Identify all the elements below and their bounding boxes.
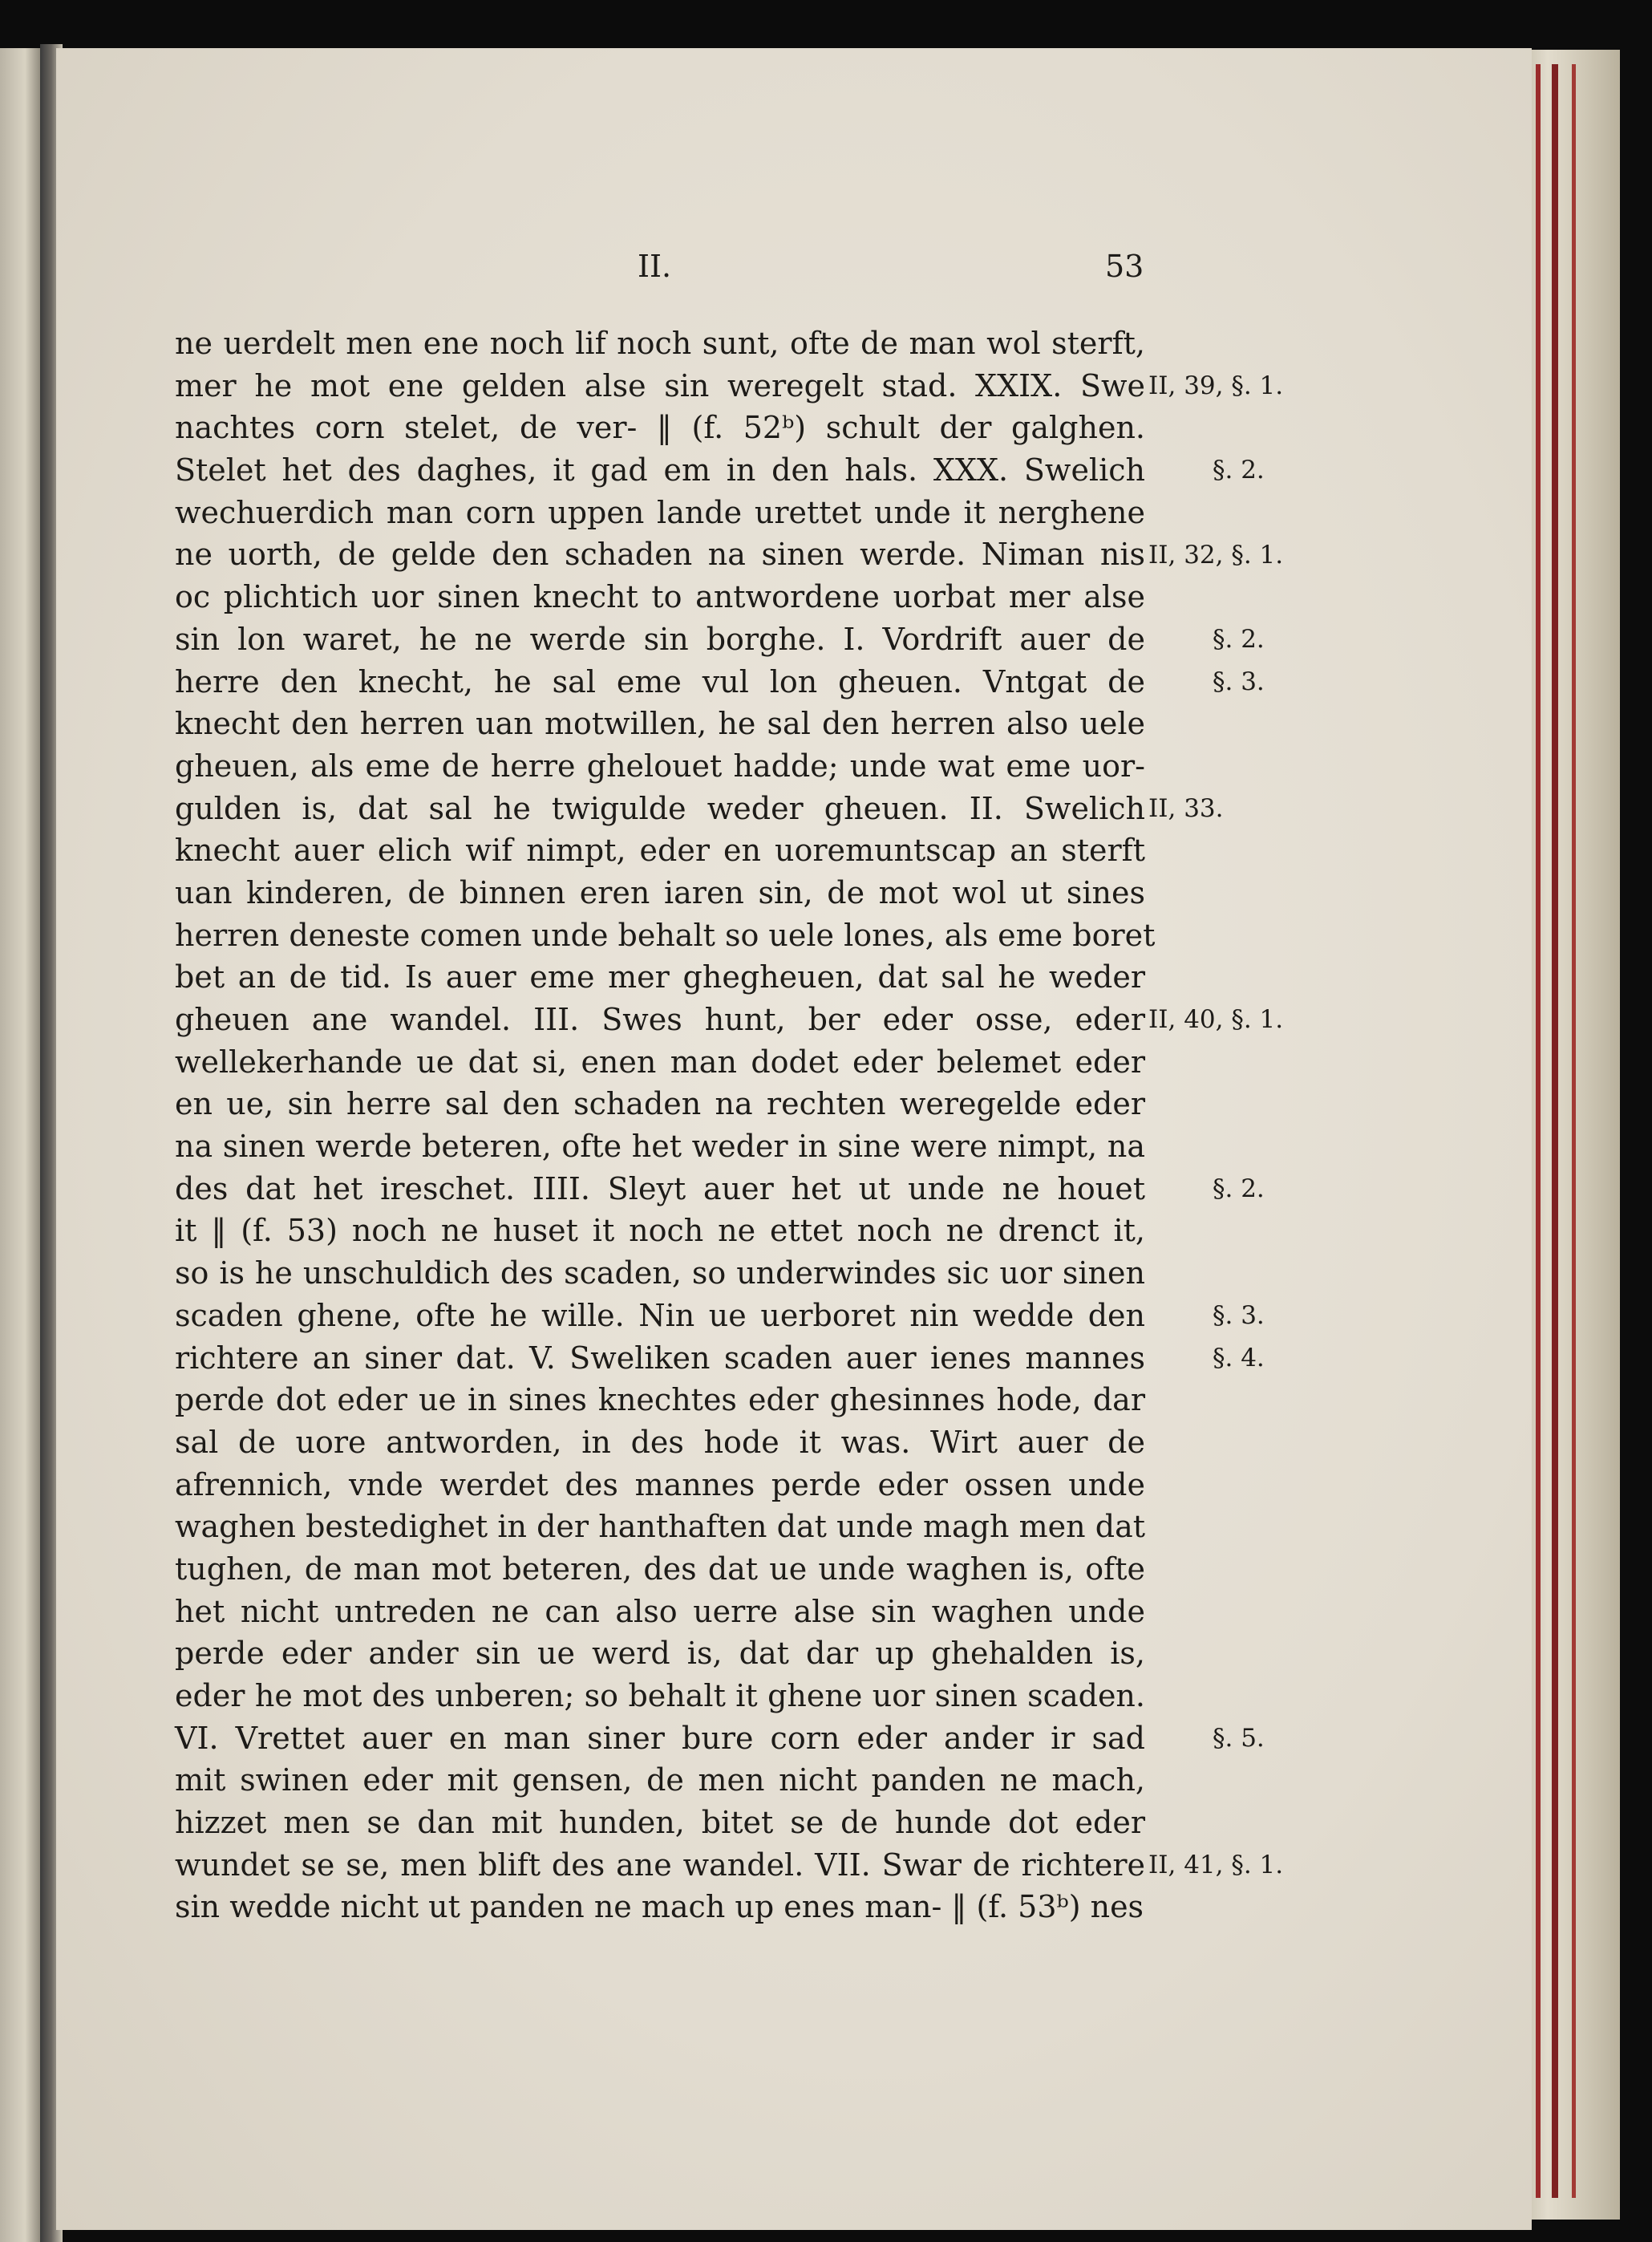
margin-reference: §. 2. [1213, 456, 1265, 485]
margin-reference: II, 33. [1148, 793, 1224, 823]
text-line: VI. Vrettet auer en man siner bure corn eder ander ir sad [175, 1720, 1145, 1756]
text-line: perde dot eder ue in sines knechtes eder ghesinnes hode, dar [175, 1382, 1145, 1418]
text-line: afrennich, vnde werdet des mannes perde eder ossen unde [175, 1466, 1145, 1502]
text-line: tughen, de man mot beteren, des dat ue unde waghen is, ofte [175, 1551, 1145, 1587]
text-line: gheuen, als eme de herre ghelouet hadde; unde wat eme uor- [175, 748, 1145, 784]
margin-reference: §. 3. [1213, 667, 1265, 696]
text-line: uan kinderen, de binnen eren iaren sin, de mot wol ut sines [175, 874, 1145, 910]
red-page-edge [1572, 64, 1576, 2198]
text-line: ne uerdelt men ene noch lif noch sunt, ofte de man wol sterft, [175, 326, 1145, 361]
margin-reference: II, 32, §. 1. [1148, 540, 1284, 570]
text-line: hizzet men se dan mit hunden, bitet se de hunde dot eder [175, 1805, 1145, 1841]
text-line: mer he mot ene gelden alse sin weregelt stad. XXIX. Swe [175, 367, 1145, 403]
running-head-section: II. [638, 249, 672, 284]
text-line: sin wedde nicht ut panden ne mach up enes man- ‖ (f. 53ᵇ) nes [175, 1889, 1144, 1925]
text-line: scaden ghene, ofte he wille. Nin ue uerboret nin wedde den [175, 1297, 1145, 1333]
text-line: sin lon waret, he ne werde sin borghe. I. Vordrift auer de [175, 621, 1145, 657]
text-line: knecht den herren uan motwillen, he sal den herren also uele [175, 706, 1145, 742]
text-line: het nicht untreden ne can also uerre alse sin waghen unde [175, 1593, 1145, 1629]
text-line: richtere an siner dat. V. Sweliken scaden auer ienes mannes [175, 1340, 1145, 1376]
margin-reference: §. 2. [1213, 624, 1265, 654]
margin-reference: II, 39, §. 1. [1148, 371, 1284, 400]
text-line: na sinen werde beteren, ofte het weder in sine were nimpt, na [175, 1129, 1145, 1165]
margin-reference: II, 41, §. 1. [1148, 1851, 1284, 1880]
text-line: knecht auer elich wif nimpt, eder en uoremuntscap an sterft [175, 833, 1145, 869]
text-line: wechuerdich man corn uppen lande urettet unde it nerghene [175, 494, 1145, 530]
text-line: ne uorth, de gelde den schaden na sinen werde. Niman nis [175, 537, 1145, 573]
margin-reference: §. 5. [1213, 1724, 1265, 1753]
text-line: des dat het ireschet. IIII. Sleyt auer het ut unde ne houet [175, 1170, 1145, 1206]
text-line: it ‖ (f. 53) noch ne huset it noch ne ettet noch ne drenct it, [175, 1213, 1145, 1249]
text-line: perde eder ander sin ue werd is, dat dar up ghehalden is, [175, 1636, 1145, 1672]
text-line: eder he mot des unberen; so behalt it ghene uor sinen scaden. [175, 1678, 1145, 1713]
text-line: en ue, sin herre sal den schaden na rechten weregelde eder [175, 1086, 1145, 1122]
text-line: wundet se se, men blift des ane wandel. VII. Swar de richtere [175, 1847, 1145, 1883]
text-line: herre den knecht, he sal eme vul lon gheuen. Vntgat de [175, 663, 1145, 699]
margin-reference: II, 40, §. 1. [1148, 1005, 1284, 1035]
page-number: 53 [1105, 249, 1144, 284]
text-line: oc plichtich uor sinen knecht to antwordene uorbat mer alse [175, 579, 1145, 615]
text-line: waghen bestedighet in der hanthaften dat unde magh men dat [175, 1509, 1145, 1545]
red-page-edge [1536, 64, 1541, 2198]
text-line: wellekerhande ue dat si, enen man dodet eder belemet eder [175, 1044, 1145, 1080]
text-line: bet an de tid. Is auer eme mer ghegheuen, dat sal he weder [175, 959, 1145, 995]
text-line: nachtes corn stelet, de ver- ‖ (f. 52ᵇ) schult der galghen. [175, 410, 1145, 446]
text-line: Stelet het des daghes, it gad em in den hals. XXX. Swelich [175, 452, 1145, 489]
left-page-edge [0, 48, 42, 2242]
text-line: gulden is, dat sal he twigulde weder gheuen. II. Swelich [175, 790, 1145, 826]
red-page-edge [1552, 64, 1558, 2198]
text-line: so is he unschuldich des scaden, so underwindes sic uor sinen [175, 1255, 1145, 1291]
text-line: mit swinen eder mit gensen, de men nicht panden ne mach, [175, 1762, 1145, 1798]
margin-reference: §. 3. [1213, 1301, 1265, 1331]
margin-reference: §. 2. [1213, 1174, 1265, 1203]
text-line: herren deneste comen unde behalt so uele lones, als eme boret [175, 917, 1156, 953]
text-line: sal de uore antworden, in des hode it was. Wirt auer de [175, 1424, 1145, 1460]
text-line: gheuen ane wandel. III. Swes hunt, ber eder osse, eder [175, 1002, 1145, 1037]
body-text [175, 322, 1156, 1928]
margin-reference: §. 4. [1213, 1343, 1265, 1372]
